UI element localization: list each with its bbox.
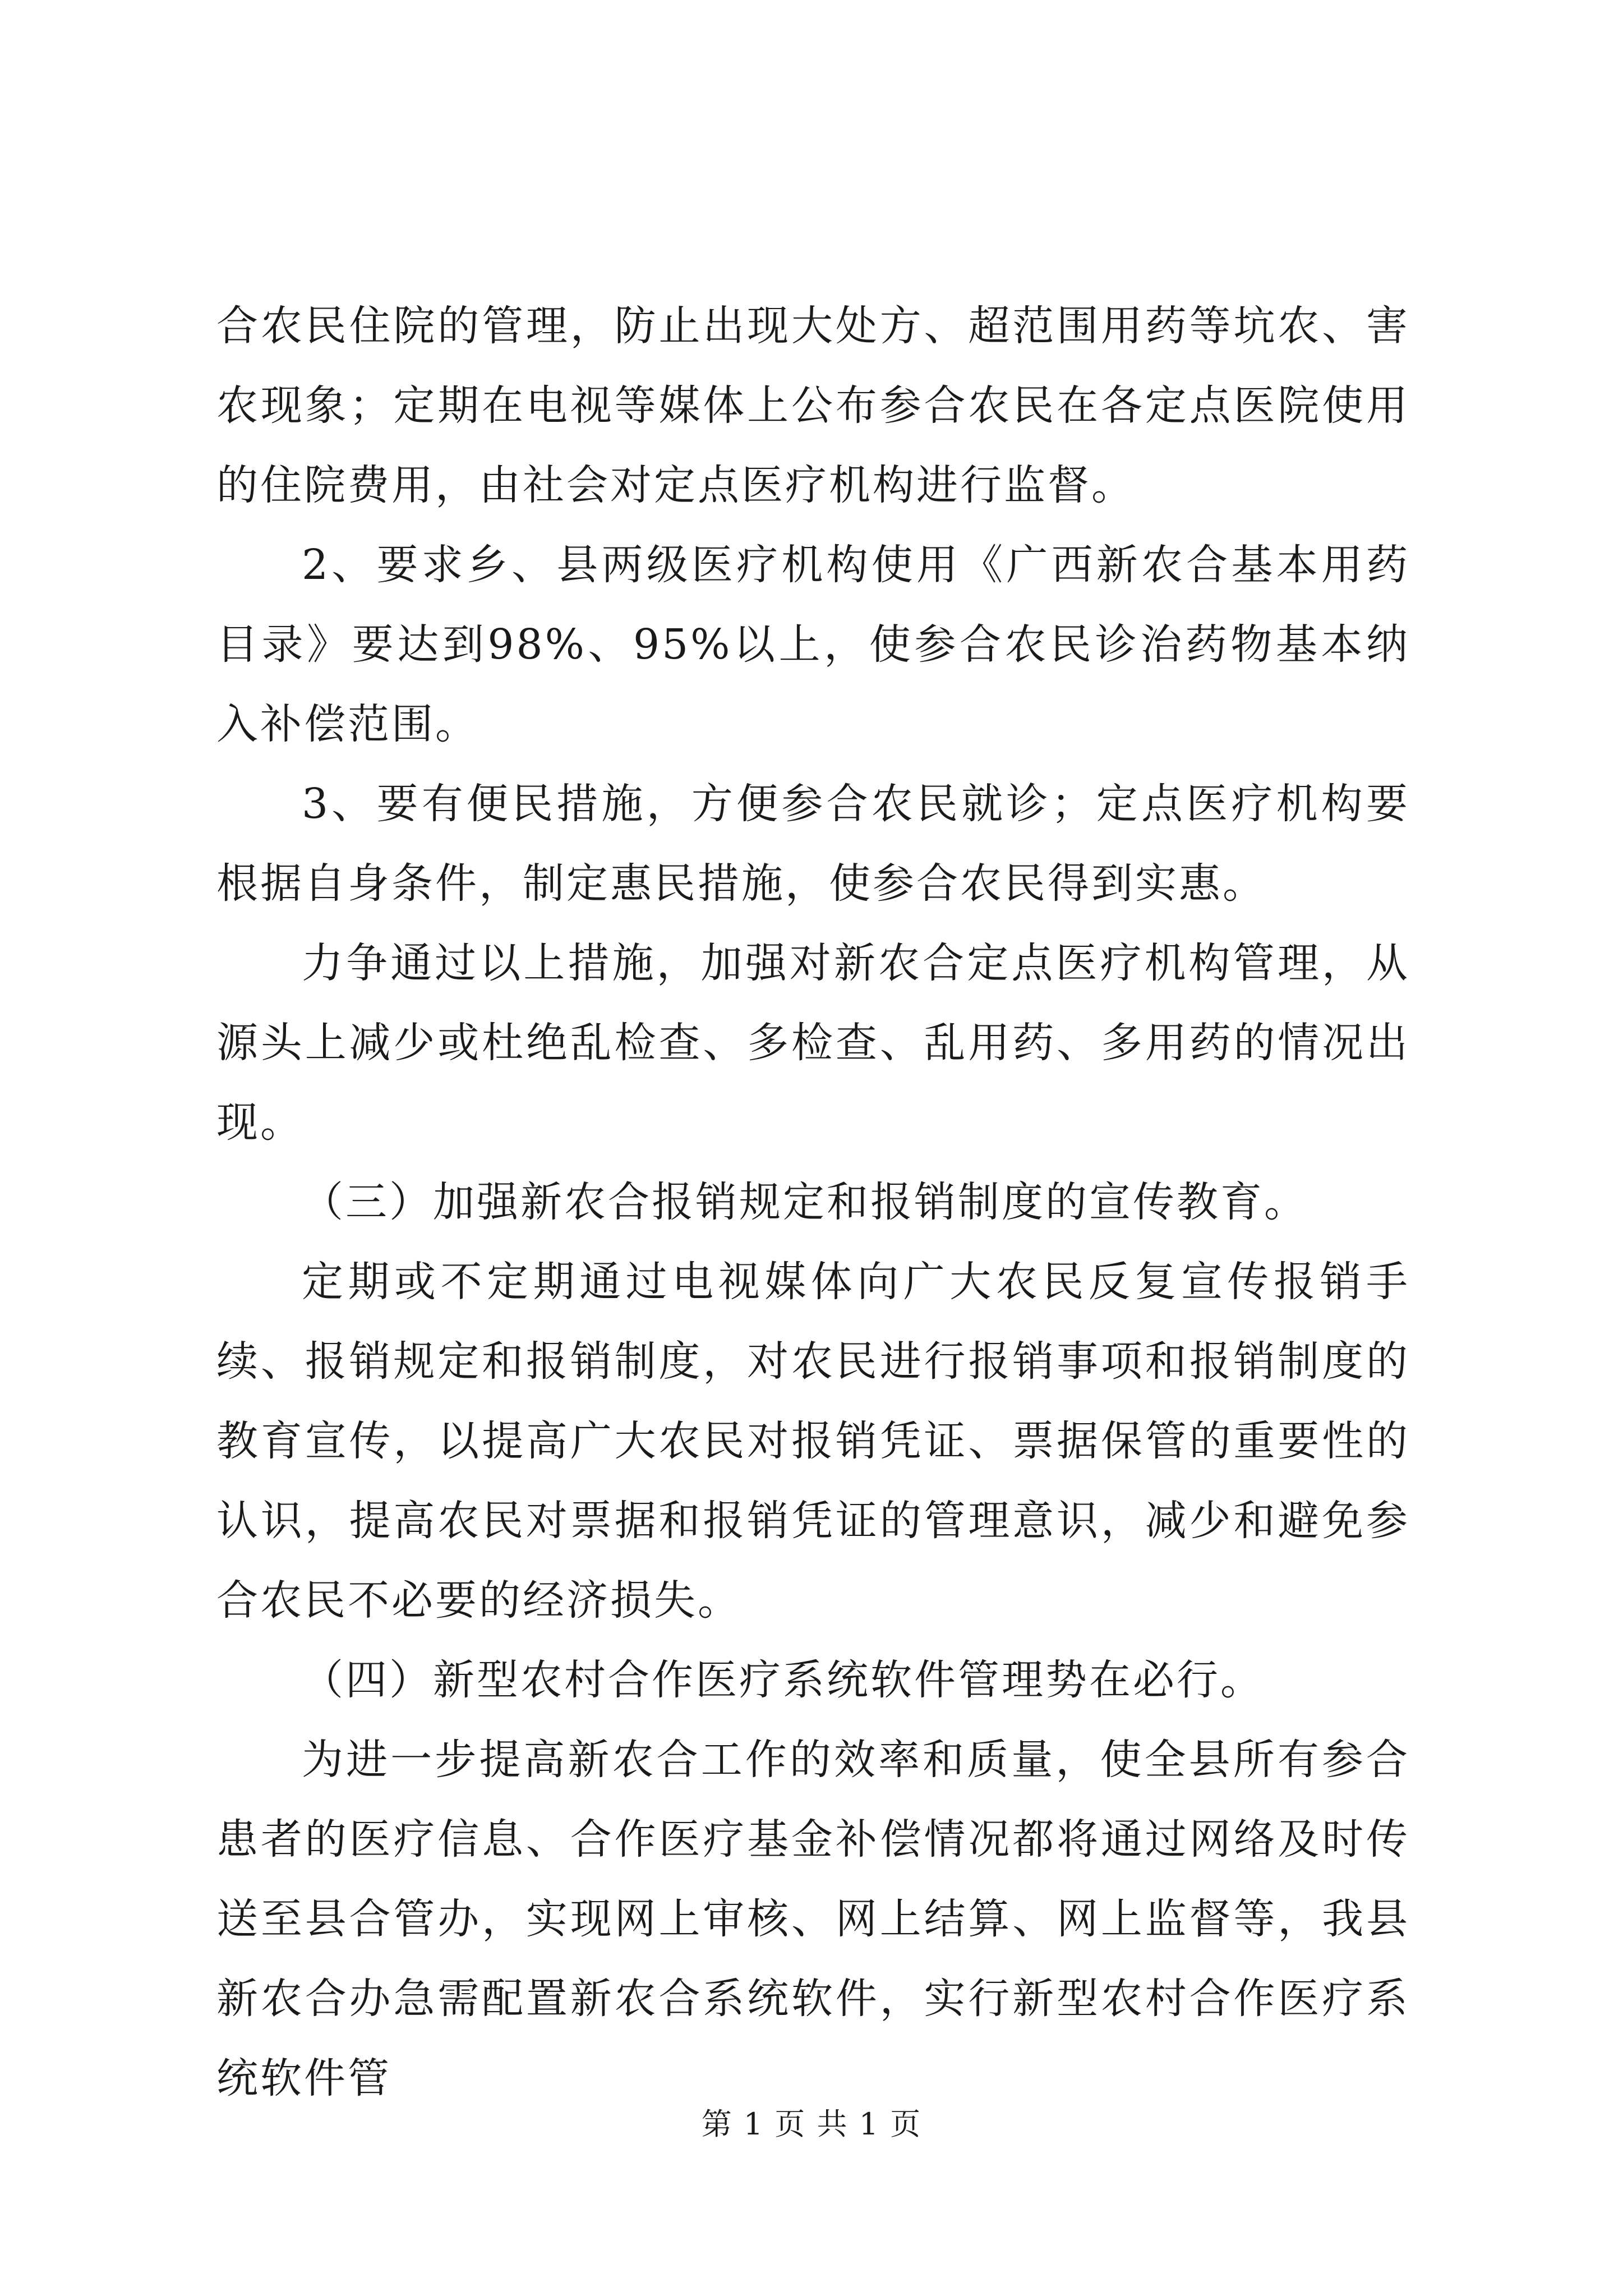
- section-heading-3: （三）加强新农合报销规定和报销制度的宣传教育。: [302, 1178, 1308, 1226]
- paragraph-summary: 力争通过以上措施，加强对新农合定点医疗机构管理，从源头上减少或杜绝乱检查、多检查、乱用药、多用药的情况出现。: [216, 939, 1410, 1147]
- paragraph-item-3: 3、要有便民措施，方便参合农民就诊；定点医疗机构要根据自身条件，制定惠民措施，使参合农民得到实惠。: [216, 780, 1410, 908]
- paragraph-software: 为进一步提高新农合工作的效率和质量，使全县所有参合患者的医疗信息、合作医疗基金补偿情况都将通过网络及时传送至县合管办，实现网上审核、网上结算、网上监督等，我县新农合办急需配置新农合系统软件，实行新型农村合作医疗系统软件管: [216, 1736, 1410, 2102]
- paragraph-publicity: 定期或不定期通过电视媒体向广大农民反复宣传报销手续、报销规定和报销制度，对农民进行报销事项和报销制度的教育宣传，以提高广大农民对报销凭证、票据保管的重要性的认识，提高农民对票据和报销凭证的管理意识，减少和避免参合农民不必要的经济损失。: [216, 1258, 1410, 1625]
- document-body: [216, 286, 1410, 2118]
- page-footer: 第 1 页 共 1 页: [701, 2106, 922, 2142]
- paragraph-continued: 合农民住院的管理，防止出现大处方、超范围用药等坑农、害农现象；定期在电视等媒体上公布参合农民在各定点医院使用的住院费用，由社会对定点医疗机构进行监督。: [216, 302, 1410, 509]
- section-heading-4: （四）新型农村合作医疗系统软件管理势在必行。: [302, 1656, 1264, 1704]
- paragraph-item-2: 2、要求乡、县两级医疗机构使用《广西新农合基本用药目录》要达到98%、95%以上，使参合农民诊治药物基本纳入补偿范围。: [216, 541, 1410, 748]
